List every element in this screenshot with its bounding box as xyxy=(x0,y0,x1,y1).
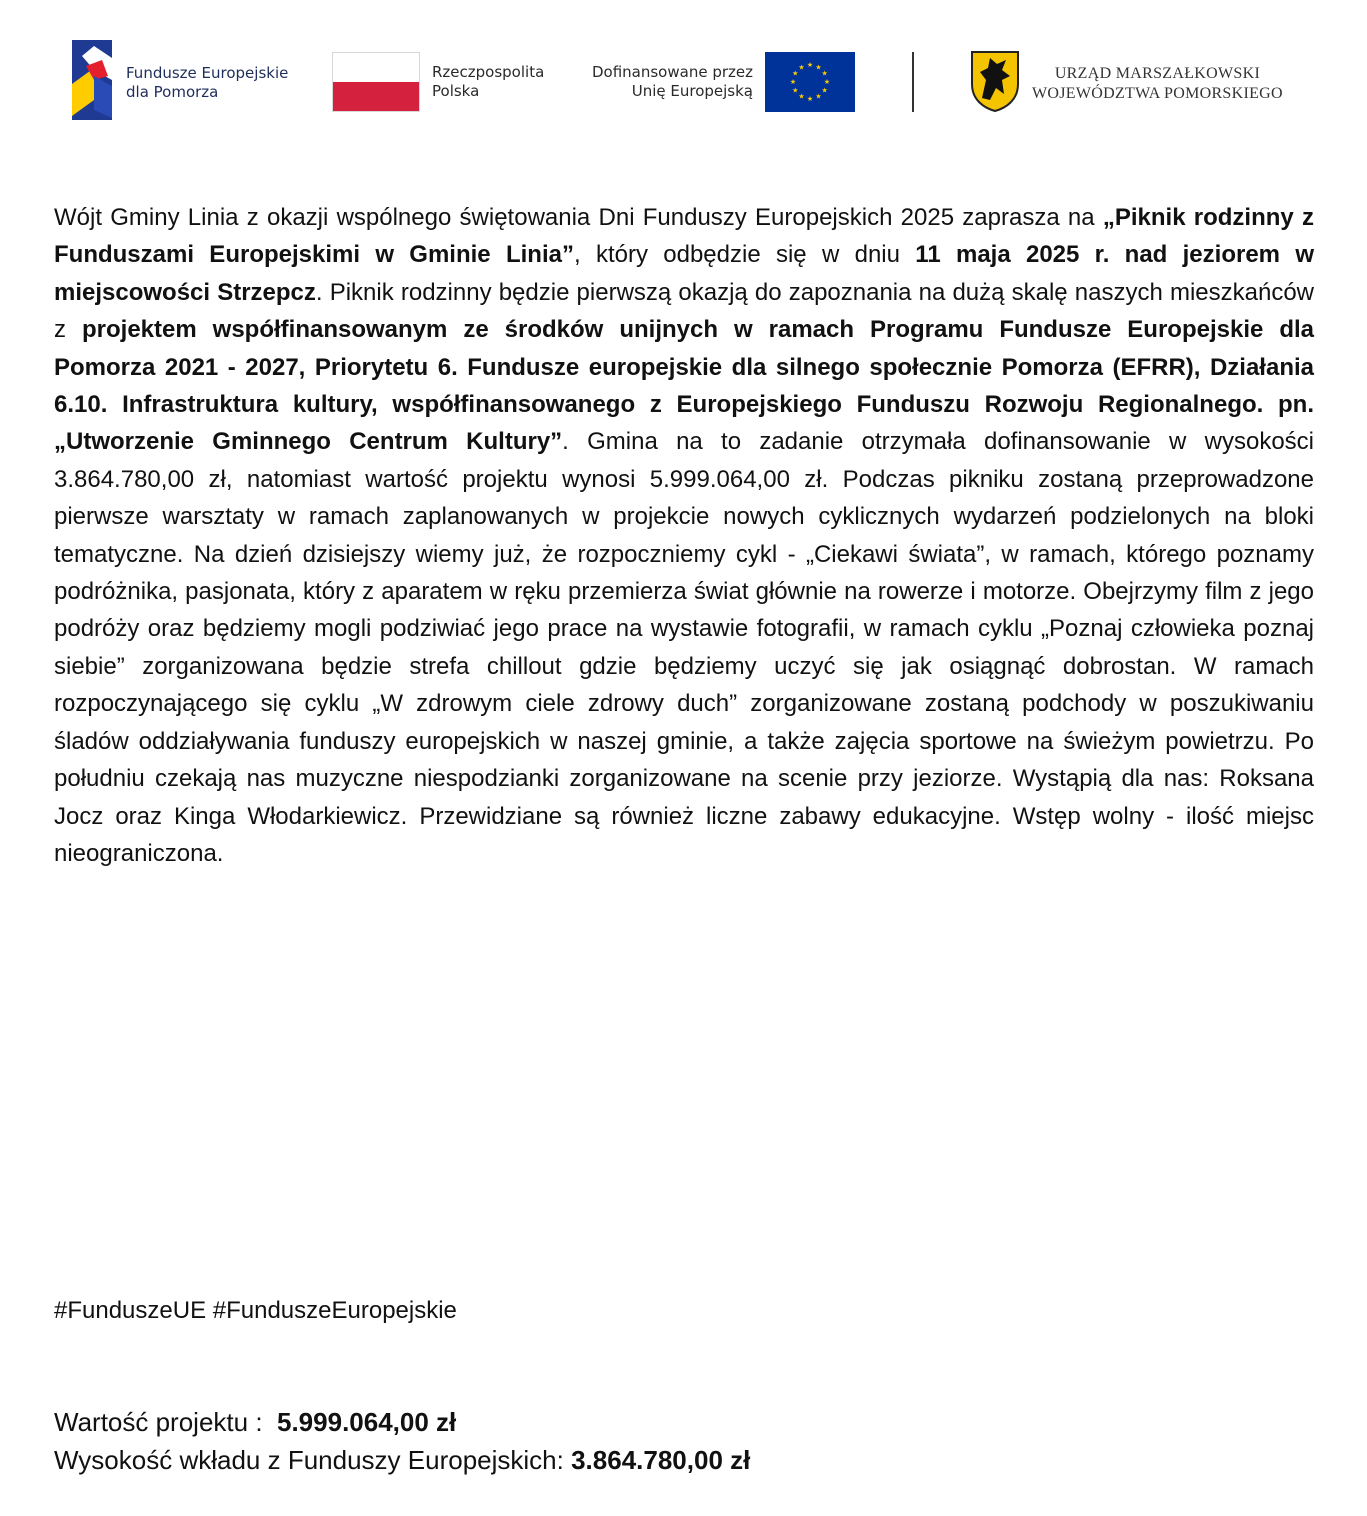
svg-text:★: ★ xyxy=(806,95,814,103)
um-logo-line1: URZĄD MARSZAŁKOWSKI xyxy=(1054,65,1261,82)
rp-logo-line1: Rzeczpospolita xyxy=(432,63,545,81)
svg-text:★: ★ xyxy=(823,78,831,86)
project-summary xyxy=(54,1403,750,1479)
um-logo-text xyxy=(1032,64,1283,104)
event-name: „Piknik rodzinny z Funduszami Europejskimi w Gminie Linia” xyxy=(54,204,1315,269)
svg-text:★: ★ xyxy=(815,63,822,72)
logo-divider xyxy=(912,52,914,112)
polish-flag-icon xyxy=(332,52,420,112)
svg-text:★: ★ xyxy=(789,78,797,86)
svg-text:★: ★ xyxy=(806,61,814,69)
announcement-text xyxy=(54,199,1314,872)
svg-text:★: ★ xyxy=(798,92,805,101)
svg-text:★: ★ xyxy=(821,69,828,78)
eu-flag-icon xyxy=(765,52,855,112)
svg-text:★: ★ xyxy=(798,63,805,72)
urzad-marszalkowski-logo xyxy=(970,50,1310,114)
logo-bar xyxy=(0,0,1367,140)
fundusze-europejskie-logo xyxy=(72,40,312,122)
event-date-location: 11 maja 2025 r. nad jeziorem w miejscowości Strzepcz xyxy=(54,241,1314,306)
eu-logo-text xyxy=(585,63,753,101)
griffin-shield-icon xyxy=(970,50,1020,112)
article-text-2: , który odbędzie się w dniu xyxy=(573,241,916,269)
article-text-3: . Piknik rodzinny będzie pierwszą okazją do zapoznania na dużą skalę naszych mieszkańców z xyxy=(54,278,1315,344)
fe-star-icon xyxy=(72,40,116,120)
rp-logo-text xyxy=(432,63,544,101)
hashtags: #FunduszeUE #FunduszeEuropejskie xyxy=(54,1297,457,1324)
svg-text:★: ★ xyxy=(792,69,799,78)
project-value-amount: 5.999.064,00 zł xyxy=(277,1407,457,1437)
eu-cofinanced-logo xyxy=(585,52,860,114)
eu-contribution-line xyxy=(54,1441,750,1479)
project-value-line xyxy=(54,1403,750,1441)
fe-logo-line1: Fundusze Europejskie xyxy=(126,64,289,82)
rp-logo-line2: Polska xyxy=(432,82,480,100)
fe-logo-text xyxy=(126,64,288,102)
article-text-4: . Gmina na to zadanie otrzymała dofinansowanie w wysokości 3.864.780,00 zł, natomiast wartość projektu wynosi 5.999.064,00 zł. Podczas pikniku zostaną przeprowadzone pierwsze warsztaty w ramach zaplanowanych w projekcie nowych cyklicznych wydarzeń podzielonych na bloki tematyczne. Na dzień dzisiejszy wiemy już, że rozpoczniemy cykl - „Ciekawi świata”, w ramach, którego poznamy podróżnika, pasjonata, który z aparatem w ręku przemierza świat głównie na rowerze i motorze. Obejrzymy film z jego podróży oraz będziemy mogli podziwiać jego prace na wystawie fotografii, w ramach cyklu „Poznaj człowieka poznaj siebie” zorganizowana będzie strefa chillout gdzie będziemy uczyć się jak osiągnąć dobrostan. W ramach rozpoczynającego się cyklu „W zdrowym ciele zdrowy duch” zorganizowane zostaną podchody w poszukiwaniu śladów oddziaływania funduszy europejskich w naszej gminie, a także zajęcia sportowe na świeżym powietrzu. Po południu czekają nas muzyczne niespodzianki zorganizowane na scenie przy jeziorze. Wystąpią dla nas: Roksana Jocz oraz Kinga Włodarkiewicz. Przewidziane są również liczne zabawy edukacyjne. Wstęp wolny - ilość miejsc nieograniczona. xyxy=(54,428,1314,867)
rzeczpospolita-polska-logo xyxy=(332,52,572,114)
eu-logo-line1: Dofinansowane przez xyxy=(591,63,753,81)
project-description: projektem współfinansowanym ze środków unijnych w ramach Programu Fundusze Europejskie dla Pomorza 2021 - 2027, Priorytetu 6. Fundusze europejskie dla silnego społecznie Pomorza (EFRR), Działania 6.10. Infrastruktura kultury, współfinansowanego z Europejskiego Funduszu Rozwoju Regionalnego. pn. „Utworzenie Gminnego Centrum Kultury” xyxy=(54,316,1315,456)
eu-contribution-label: Wysokość wkładu z Funduszy Europejskich: xyxy=(54,1445,572,1475)
um-logo-line2: WOJEWÓDZTWA POMORSKIEGO xyxy=(1032,85,1283,102)
svg-text:★: ★ xyxy=(792,86,799,95)
eu-logo-line2: Unię Europejską xyxy=(631,82,753,100)
project-value-label: Wartość projektu : xyxy=(54,1407,277,1437)
article-text-1: Wójt Gminy Linia z okazji wspólnego świętowania Dni Funduszy Europejskich 2025 zaprasza na xyxy=(54,204,1103,231)
fe-logo-line2: dla Pomorza xyxy=(126,83,219,101)
svg-text:★: ★ xyxy=(821,86,828,95)
svg-text:★: ★ xyxy=(815,92,822,101)
eu-contribution-amount: 3.864.780,00 zł xyxy=(571,1445,751,1475)
